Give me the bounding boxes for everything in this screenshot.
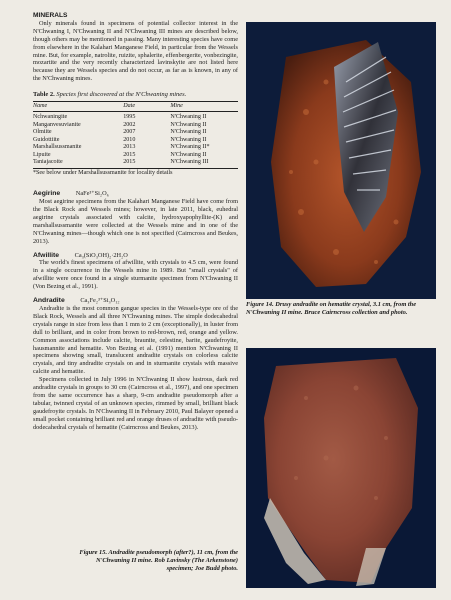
figure-14-photo: [246, 22, 436, 299]
cell-name: Marshallsussmanite: [33, 144, 82, 151]
table-label: Table 2.: [33, 91, 55, 99]
mineral-entry-afwillite: [33, 252, 238, 292]
andradite-pseudomorph-image: [246, 348, 436, 588]
cell-mine: N'Chwaning II: [170, 114, 207, 121]
mineral-name: Andradite: [33, 297, 65, 305]
col-header-mine: Mine: [170, 102, 238, 112]
text-column: [33, 12, 238, 432]
col-header-name: Name: [33, 102, 123, 112]
mineral-entry-aegirine: [33, 190, 238, 245]
cell-mine: N'Chwaning II*: [170, 144, 210, 151]
entry-paragraph: Most aegirine specimens from the Kalahari Manganese Field have come from the Black Rock and Wessels mines; however, in late 2011, black, euhedral aegirine crystals associated with calcite, hydroxyapophyllite-(K) and marshallsussmanite were collected at the Wessels mine and in one of the N'Chwaning mines—though which one is not specified (Cairncross and Beukes, 2013).: [33, 198, 238, 245]
cell-name: Manganvesuvianite: [33, 121, 81, 128]
figure-14-caption: Figure 14. Drusy andradite on hematite crystal, 3.1 cm, from the N'Chwaning II mine. Bruce Cairncross collection and photo.: [246, 301, 417, 316]
mineral-name: Afwillite: [33, 251, 60, 259]
section-heading: MINERALS: [33, 12, 68, 19]
cell-mine: N'Chwaning II: [170, 121, 207, 128]
table-row: [33, 129, 238, 136]
table-row: [33, 144, 238, 151]
col-header-date: Date: [123, 102, 170, 112]
cell-mine: N'Chwaning II: [170, 151, 207, 158]
cell-name: Lipuite: [33, 151, 51, 158]
mineral-formula: Ca₃(SiO₃OH)₂·2H₂O: [74, 251, 128, 259]
mineral-formula: Ca₃Fe₂³⁺Si₃O₁₂: [80, 297, 120, 305]
mineral-entry-andradite: [33, 297, 238, 431]
cell-date: 2002: [123, 121, 136, 128]
entry-header: [33, 252, 238, 260]
entry-header: [33, 190, 238, 198]
table-row: [33, 112, 238, 122]
cell-mine: N'Chwaning II: [170, 136, 207, 143]
table-row: [33, 152, 238, 159]
cell-name: Nchwaningite: [33, 114, 68, 121]
table-footnote: *See below under Marshallsussmanite for locality details: [33, 170, 173, 177]
cell-date: 2015: [123, 159, 170, 169]
mineral-formula: NaFe³⁺Si₂O₆: [75, 190, 109, 198]
cell-date: 1995: [123, 114, 136, 121]
mineral-name: Aegirine: [33, 190, 61, 198]
figure-15-caption: Figure 15. Andradite pseudomorph (after?), 11 cm, from the N'Chwaning II mine. Rob Lavinsky (The Arkenstone) specimen; Joe Budd photo.: [79, 549, 238, 572]
cell-date: 2010: [123, 136, 136, 143]
table-title: [33, 91, 238, 99]
table-row: [33, 122, 238, 129]
cell-mine: N'Chwaning II: [170, 129, 207, 136]
table-row: [33, 137, 238, 144]
cell-date: 2015: [123, 151, 136, 158]
cell-date: 2013: [123, 144, 136, 151]
cell-date: 2007: [123, 129, 136, 136]
cell-name: Taniajacoite: [33, 159, 123, 169]
cell-mine: N'Chwaning III: [170, 159, 238, 169]
cell-name: Olmiite: [33, 129, 52, 136]
cell-name: Guidottiite: [33, 136, 60, 143]
table-header-row: [33, 102, 238, 112]
table-row: [33, 159, 238, 169]
entry-header: [33, 297, 238, 305]
andradite-on-hematite-image: [246, 22, 436, 299]
figure-15-photo: [246, 348, 436, 588]
species-table: [33, 101, 238, 169]
entry-paragraph: Andradite is the most common gangue species in the Wessels-type ore of the Black Rock, Wessels and all three N'Chwaning mines. The simple dodecahedral crystals range in size from less than 1 mm to 2 cm (exceptionally), in luster from dull to brilliant, and in color from brown to red-brown, red, orange and yellow. Common associations include calcite, braunite, celestine, barite, gaudefroyite, hausmannite and hematite. Von Bezing et al. (1991) mention N'Chwaning II specimens showing small, translucent andradite crystals on colorless calcite crystals, and tiny andradite crystals on and in sturmanite crystals with massive calcite and hematite.: [33, 305, 238, 376]
entry-paragraph: The world's finest specimens of afwillite, with crystals to 4.5 cm, were found in a single occurrence in the Wessels mine in 1989. But "small crystals" of afwillite were once found in a single sturmanite specimen from N'Chwaning II (Von Bezing et al., 1991).: [33, 259, 238, 291]
intro-paragraph: Only minerals found in specimens of potential collector interest in the N'Chwaning I, N'Chwaning II and N'Chwaning III mines are described below, though others may be mentioned in passing. Many interesting species have come from elsewhere in the Kalahari Manganese Field, in particular from the Wessels mine. But, for example, natrolite, ruizite, sphalerite, effenbergerite, vonbezingite, mozartite and the very recently characterized lavinskyite are not listed here because they are Wessels species and do not occur, as far as is known, in any of the N'Chwaning mines.: [33, 19, 238, 83]
table-caption: Species first discovered at the N'Chwaning mines.: [56, 91, 187, 99]
entry-paragraph: Specimens collected in July 1996 in N'Chwaning II show lustrous, dark red andradite crystals in groups to 30 cm (Cairncross et al., 1997), and one specimen from the same occurrence has a sharp, 9-cm andradite pseudomorph after a tabular, twinned crystal of an unknown species, rimmed by small, brilliant black gaudefroyite crystals. In N'Chwaning II in February 2010, Paul Balayer opened a small pocket containing brilliant red and orange druses of andradite with pseudo-dodecahedral crystals of hematite (Cairncross and Beukes, 2013).: [33, 376, 238, 431]
